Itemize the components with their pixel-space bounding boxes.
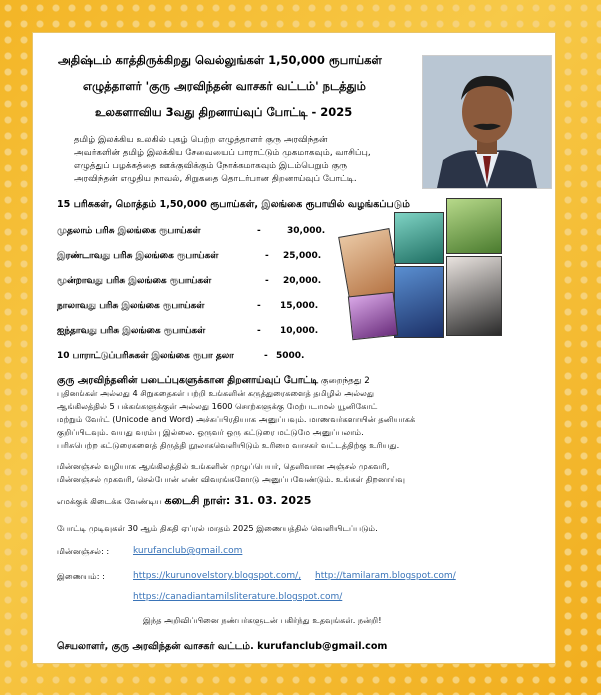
book-cover	[348, 292, 398, 341]
email-instructions-2: மின்னஞ்சல் முகவரி, செல்போன் எண் விவரங்களோடு அனுப்பவேண்டும். உங்கள் திறனாய்வு	[57, 474, 406, 484]
results-note: போட்டி முடிவுகள் 30 ஆம் திகதி ஏப்ரல் மாதம் 2025 இணையத்தில் வெளியிடப்படும்.	[57, 523, 378, 533]
prize-item	[57, 226, 201, 237]
prize-item	[57, 301, 204, 312]
prize-amount: 15,000.	[280, 301, 319, 311]
deadline-line	[57, 489, 311, 508]
footer-signature	[57, 641, 387, 653]
prize-sep: -	[257, 301, 261, 311]
website-link-2[interactable]: http://tamilaram.blogspot.com/	[315, 571, 456, 581]
prize-label: நாலாவது பரிசு இலங்கை ரூபாய்கள்	[57, 301, 205, 311]
prize-label: இரண்டாவது பரிசு இலங்கை ரூபாய்கள்	[57, 251, 219, 261]
prize-item	[57, 326, 205, 337]
header-line-1: அதிஷ்டம் காத்திருக்கிறது வெல்லுங்கள் 1,50,000 ரூபாய்கள்	[58, 53, 382, 67]
prize-amount: 30,000.	[287, 226, 326, 236]
rules-lead: குரு அரவிந்தனின் படைப்புகளுக்கான திறனாய்வுப் போட்டி	[57, 375, 319, 386]
prize-label: முதலாம் பரிசு இலங்கை ரூபாய்கள்	[57, 226, 201, 236]
prize-label: ஐந்தாவது பரிசு இலங்கை ரூபாய்கள்	[57, 326, 206, 336]
email-link[interactable]: kurufanclub@gmail.com	[133, 546, 243, 556]
prize-sep: -	[257, 326, 261, 336]
rules-line-2: புதினங்கள் அல்லது 4 சிறுகதைகள் பற்றி உங்களின் கருத்துரைகளைத் தமிழில் அல்லது	[57, 388, 375, 398]
rules-line-1	[57, 375, 370, 387]
prizes-heading: 15 பரிசுகள், மொத்தம் 1,50,000 ரூபாய்கள், இலங்கை ரூபாயில் வழங்கப்படும்	[57, 199, 410, 210]
prize-sep: -	[257, 226, 261, 236]
book-cover	[394, 212, 444, 264]
footer-email: kurufanclub@gmail.com	[257, 641, 388, 652]
prize-amount: 5000.	[276, 351, 305, 361]
prize-amount: 25,000.	[283, 251, 322, 261]
book-cover	[446, 256, 502, 336]
prize-item	[57, 351, 234, 362]
book-cover	[446, 198, 502, 254]
prize-amount: 10,000.	[280, 326, 319, 336]
rules-line-6: பரிசுபெற்ற கட்டுரைகளைத் திருத்தி நூலாகவெளியிடும் உரிமை வாசகர் வட்டத்திற்கு உரியது.	[57, 440, 400, 450]
website-label: இணையம்: :	[57, 571, 105, 581]
deadline-prefix: எமக்குக் கிடைக்க வேண்டிய	[57, 496, 165, 506]
rules-line-4: மற்றும் வேர்ட் (Unicode and Word) அச்சுப்பிரதியாக அனுப்பவும். மாணவர்களாயின் தனியாகக்	[57, 414, 416, 424]
author-photo-icon	[423, 56, 551, 188]
author-portrait	[422, 55, 552, 189]
footer-label: செயலாளர், குரு அரவிந்தன் வாசகர் வட்டம்.	[57, 641, 254, 652]
deadline-date: கடைசி நாள்: 31. 03. 2025	[164, 494, 312, 507]
prize-item	[57, 276, 211, 287]
prize-amount: 20,000.	[283, 276, 322, 286]
prize-label: 10 பாராட்டுப்பரிசுகள் இலங்கை ரூபா தலா	[57, 351, 234, 361]
rules-lead-rest: குறைந்தது 2	[318, 376, 370, 386]
prize-sep: -	[264, 351, 268, 361]
book-cover	[394, 266, 444, 338]
website-link-3[interactable]: https://canadiantamilsliterature.blogspot.com/	[133, 592, 343, 602]
intro-line-1: தமிழ் இலக்கிய உலகில் புகழ் பெற்ற எழுத்தாளர் குரு அரவிந்தன்	[74, 135, 328, 145]
prize-label: மூன்றாவது பரிசு இலங்கை ரூபாய்கள்	[57, 276, 212, 286]
rules-line-3: ஆங்கிலத்தில் 5 பக்கங்களுக்குள் அல்லது 1600 சொற்களுக்கு மேற்படாமல் யூனிகோட்	[57, 401, 378, 411]
poster-content	[32, 32, 556, 664]
prize-item	[57, 251, 218, 262]
intro-line-3: எழுத்துப் பழக்கத்தை ஊக்குவிக்கும் நோக்கமாகவும் இடம்பெறும் குரு	[74, 161, 348, 171]
email-label: மின்னஞ்சல்: :	[57, 546, 110, 556]
intro-line-4: அரவிந்தன் எழுதிய நாவல், சிறுகதை தொடர்பான திறனாய்வுப் போட்டி.	[74, 174, 357, 184]
header-line-2: எழுத்தாளர் 'குரு அரவிந்தன் வாசகர் வட்டம்' நடத்தும்	[83, 79, 366, 93]
website-link-1[interactable]: https://kurunovelstory.blogspot.com/,	[133, 571, 302, 581]
share-note: இந்த அறிவிப்பினை நண்பர்களுடன் பகிர்ந்து உதவுங்கள். நன்றி!	[143, 615, 382, 625]
rules-line-5: குறிப்பிடவும். வயது வரம்பு இல்லை. ஒருவர் ஒரு கட்டுரை மட்டுமே அனுப்பலாம்.	[57, 427, 364, 437]
header-line-3: உலகளாவிய 3வது திறனாய்வுப் போட்டி - 2025	[95, 105, 353, 119]
email-instructions-1: மின்னஞ்சல் வழியாக ஆங்கிலத்தில் உங்களின் முழுப்பெயர், தெளிவான அஞ்சல் முகவரி,	[57, 461, 390, 471]
prize-sep: -	[265, 276, 269, 286]
book-covers-collage	[342, 198, 507, 340]
intro-line-2: அவர்களின் தமிழ் இலக்கிய சேவையைப் பாராட்டும் முகமாகவும், வாசிப்பு,	[74, 148, 371, 158]
prize-sep: -	[265, 251, 269, 261]
